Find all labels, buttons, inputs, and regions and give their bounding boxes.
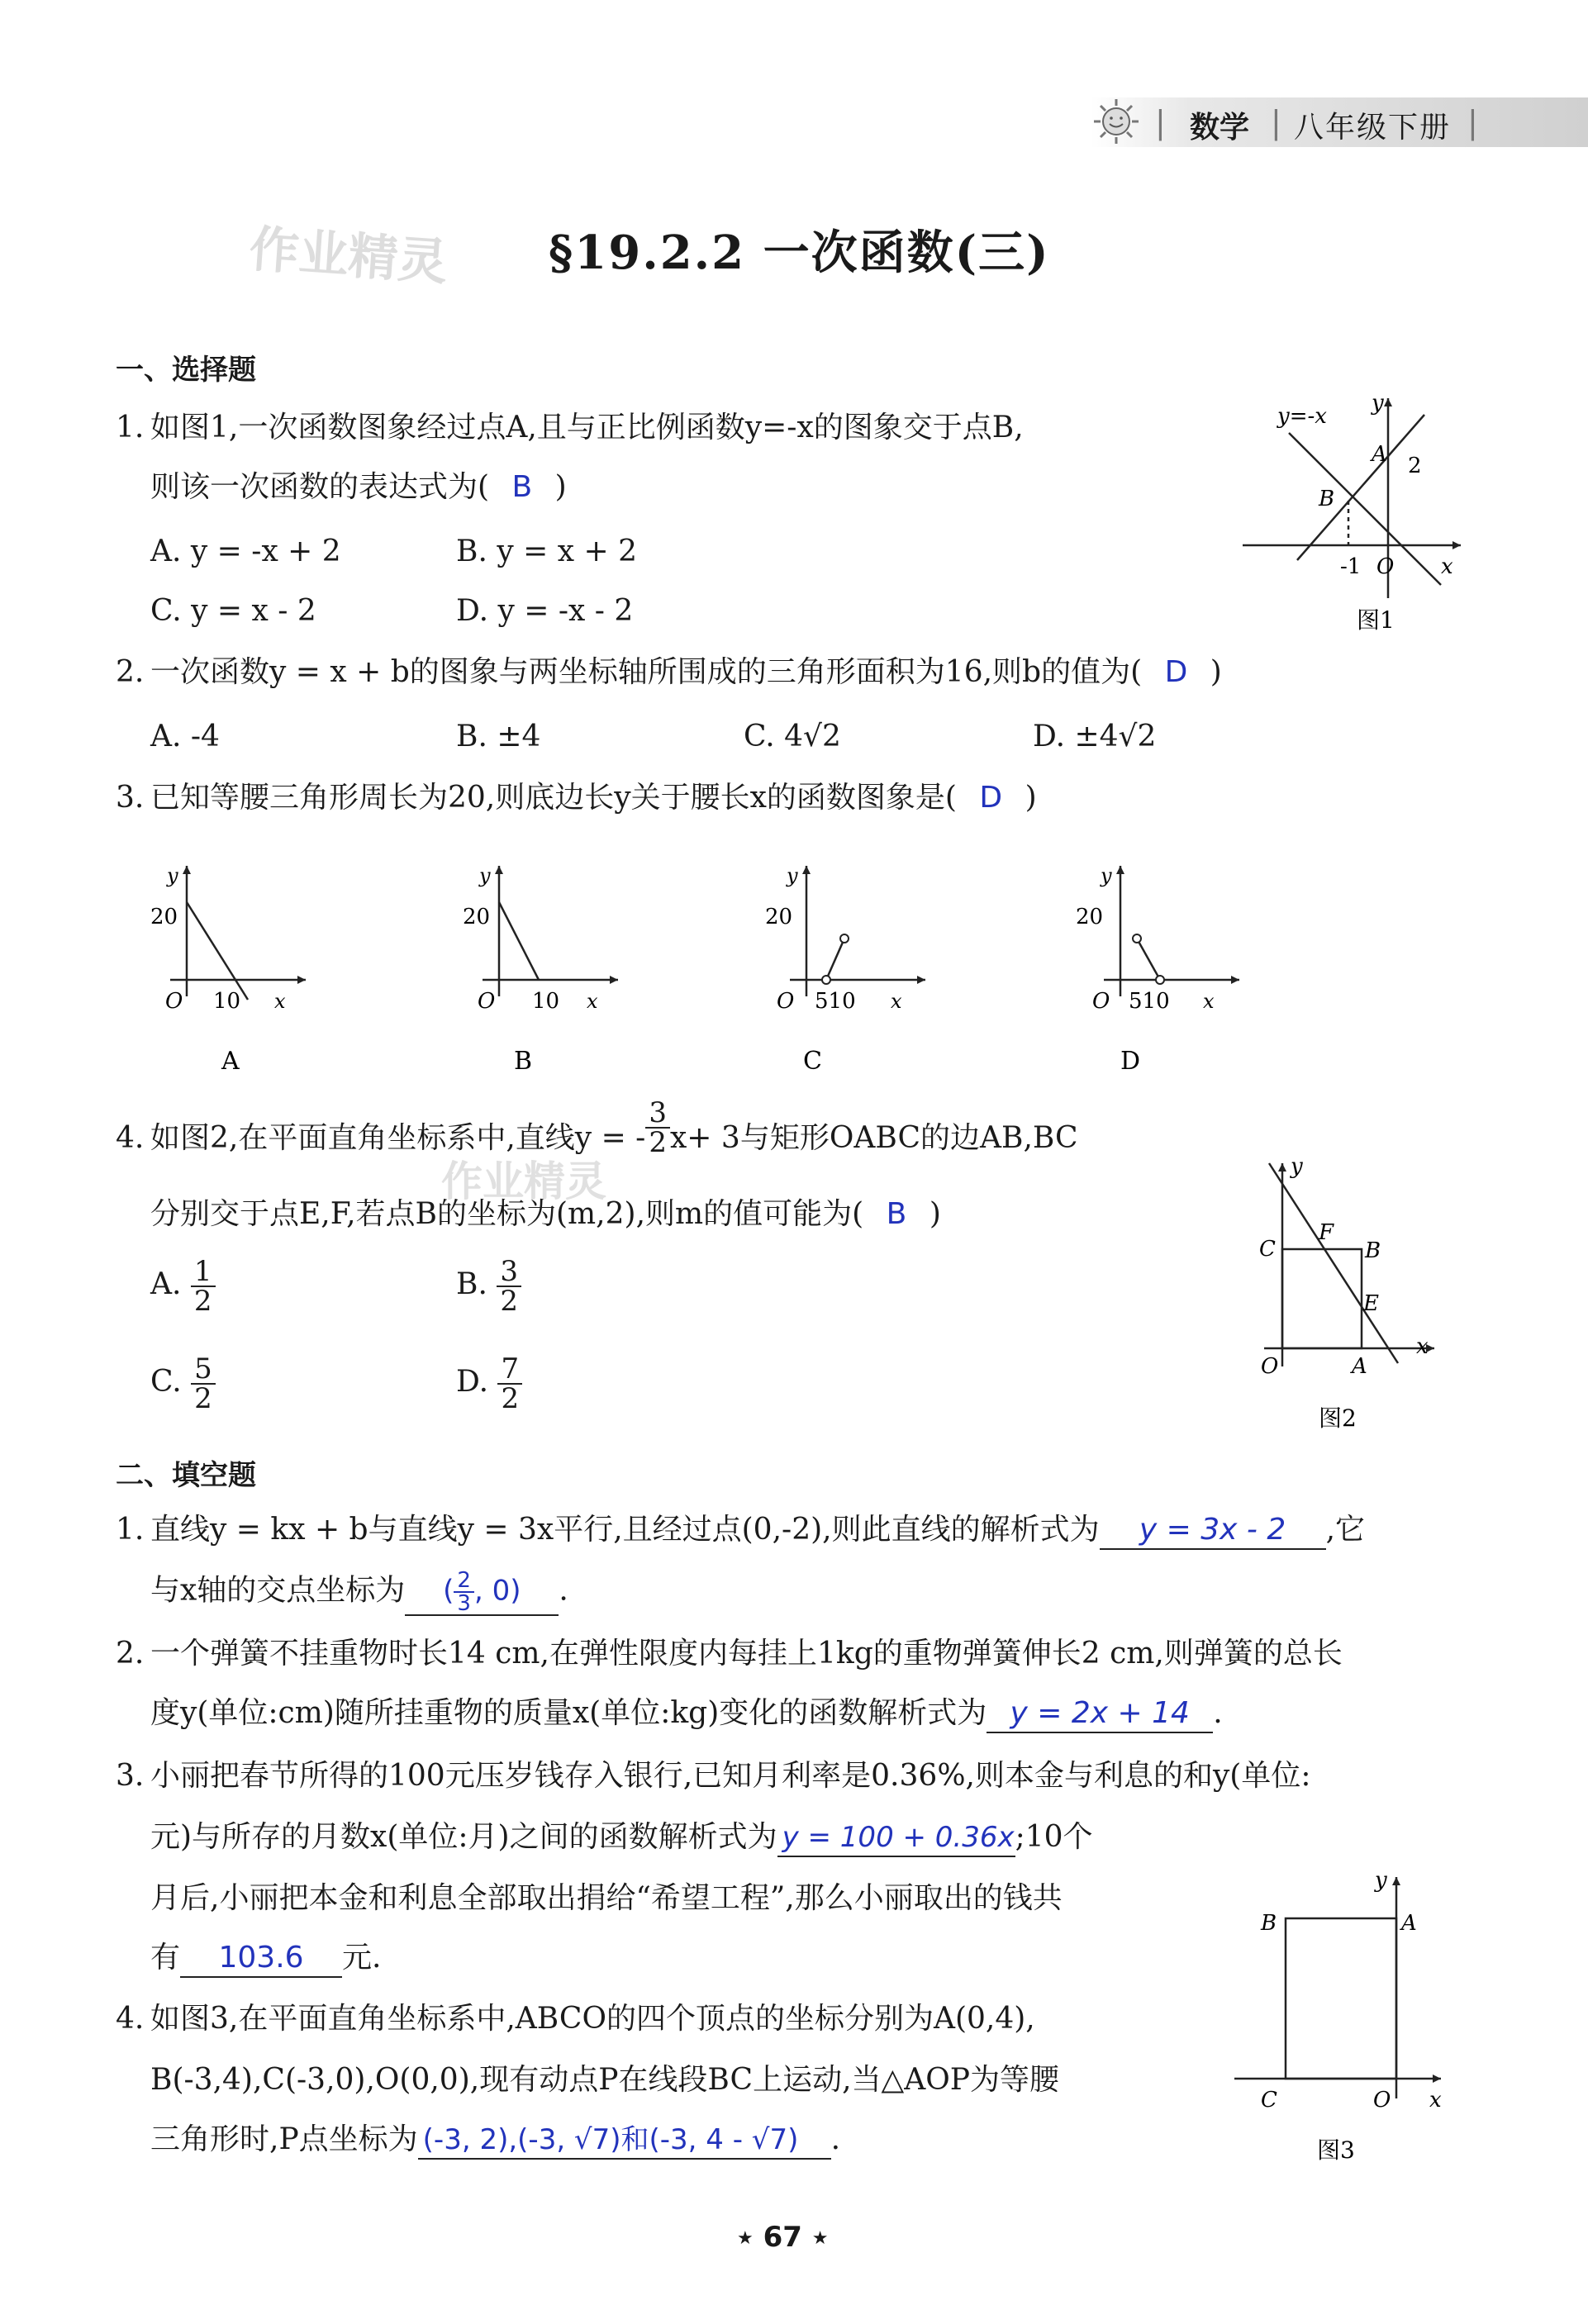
fig1-label-y: y	[1372, 391, 1384, 416]
q1-option-d: D. y = -x - 2	[456, 594, 634, 628]
header-sep-2: |	[1271, 104, 1281, 140]
q4-option-a-den: 2	[193, 1285, 212, 1318]
fig1-label-line: y=-x	[1277, 404, 1327, 429]
fig2-label-b: B	[1365, 1238, 1381, 1263]
q3c-label-o: O	[777, 989, 795, 1014]
f3-line2-pre: 元)与所存的月数x(单位:月)之间的函数解析式为	[150, 1820, 777, 1854]
fig2-line	[1269, 1163, 1398, 1363]
fig1-label-x: x	[1441, 554, 1453, 579]
q3a-label-20: 20	[150, 905, 178, 929]
q4-option-b-den: 2	[500, 1285, 518, 1318]
q3c-label-y: y	[787, 864, 798, 887]
q4-fraction	[645, 1096, 670, 1159]
q4-option-b-frac	[497, 1255, 521, 1318]
f3-line4-pre: 有	[150, 1941, 181, 1975]
q3d-label-20: 20	[1076, 905, 1104, 929]
q3c-label-x: x	[891, 990, 902, 1013]
q4-line2-pre: 分别交于点E,F,若点B的坐标为(m,2),则m的值可能为(	[150, 1197, 864, 1231]
fig3-label-c: C	[1261, 2088, 1277, 2113]
f3-line2-post: ;10个	[1015, 1820, 1093, 1854]
fig1-label-o: O	[1376, 554, 1395, 579]
fig3-label-a: A	[1401, 1911, 1417, 1936]
q3-graph-a	[140, 843, 322, 1082]
q3a-caption: A	[221, 1047, 240, 1076]
header-sep-1: |	[1155, 104, 1166, 140]
q3b-label-20: 20	[463, 905, 491, 929]
q1-number: 1.	[116, 411, 145, 444]
q1-line2-post: )	[554, 470, 567, 504]
f3-number: 3.	[116, 1759, 145, 1793]
q3c-line	[826, 939, 844, 980]
fig3-label-x: x	[1429, 2088, 1442, 2113]
q3a-label-o: O	[165, 989, 183, 1014]
fig3-rectangle	[1286, 1918, 1396, 2079]
q3-graph-d	[1074, 843, 1256, 1082]
f1-ans2-open: (	[443, 1574, 454, 1608]
f4-answer[interactable]: (-3, 2),(-3, √7)和(-3, 4 - √7)	[418, 2122, 831, 2160]
q3d-label-y: y	[1101, 864, 1112, 887]
q4-answer: B	[886, 1197, 907, 1231]
q3-graph-b	[453, 843, 635, 1082]
f2-line2	[150, 1695, 1223, 1733]
star-icon: ★	[811, 2228, 829, 2249]
f3-answer-1[interactable]: y = 100 + 0.36x	[777, 1819, 1015, 1857]
f1-line2	[150, 1570, 568, 1616]
figure-2	[1231, 1147, 1454, 1436]
fig2-label-c: C	[1259, 1237, 1276, 1262]
q4-number: 4.	[116, 1121, 145, 1155]
q1-option-a: A. y = -x + 2	[150, 535, 341, 568]
q4-option-c-num: 5	[191, 1355, 216, 1385]
q2-option-a: A. -4	[150, 720, 220, 753]
f1-ans2-num: 2	[454, 1570, 474, 1593]
q4-line2	[150, 1196, 941, 1233]
f1-ans2-rest: , 0)	[473, 1574, 521, 1608]
f1-number: 1.	[116, 1513, 145, 1547]
q4-line1-pre: 如图2,在平面直角坐标系中,直线y = -	[150, 1121, 646, 1155]
q2-text-pre: 一次函数y = x + b的图象与两坐标轴所围成的三角形面积为16,则b的值为(	[150, 655, 1143, 689]
q3-text-post: )	[1025, 781, 1037, 815]
q3a-label-10: 10	[213, 989, 241, 1014]
q4-option-c-den: 2	[194, 1382, 212, 1415]
q4-option-a	[150, 1255, 216, 1318]
q4-option-d-frac	[497, 1352, 522, 1415]
q3b-caption: B	[514, 1047, 533, 1076]
fig1-label-neg1: -1	[1340, 554, 1362, 579]
header-subject: 数学	[1190, 111, 1250, 145]
q2-number: 2.	[116, 655, 145, 689]
q4-option-b	[456, 1255, 521, 1318]
f2-line2-pre: 度y(单位:cm)随所挂重物的质量x(单位:kg)变化的函数解析式为	[150, 1696, 987, 1730]
q3-number: 3.	[116, 781, 145, 815]
fig1-line-ab	[1297, 415, 1424, 560]
q3d-line	[1137, 939, 1160, 980]
q3d-label-x: x	[1203, 990, 1215, 1013]
f4-line2: B(-3,4),C(-3,0),O(0,0),现有动点P在线段BC上运动,当△AOP为等腰	[150, 2063, 1059, 2097]
q3d-label-o: O	[1092, 989, 1110, 1014]
f2-answer[interactable]: y = 2x + 14	[987, 1695, 1213, 1733]
q3-answer: D	[979, 781, 1003, 815]
q4-option-d-label: D.	[456, 1365, 489, 1399]
f2-line1: 一个弹簧不挂重物时长14 cm,在弹性限度内每挂上1kg的重物弹簧伸长2 cm,则弹簧的总长	[150, 1637, 1343, 1671]
f2-line2-post: .	[1213, 1696, 1223, 1730]
q3a-line	[187, 902, 248, 1000]
q3a-label-x: x	[274, 990, 286, 1013]
header-sep-3: |	[1467, 104, 1478, 140]
q4-line2-post: )	[929, 1197, 941, 1231]
q2-option-b: B. ±4	[456, 720, 541, 753]
f3-line2	[150, 1819, 1093, 1857]
fig2-label-a: A	[1352, 1354, 1367, 1379]
q4-line1-post: x+ 3与矩形OABC的边AB,BC	[670, 1121, 1078, 1155]
header-grade: 八年级下册	[1294, 111, 1452, 145]
fig2-label-y: y	[1291, 1154, 1303, 1179]
q1-option-b: B. y = x + 2	[456, 535, 637, 568]
star-icon: ★	[737, 2228, 754, 2249]
f1-line1-post: ,它	[1325, 1513, 1366, 1547]
q4-line1	[150, 1096, 1078, 1159]
fig2-label-f: F	[1319, 1220, 1334, 1245]
f4-line3	[150, 2122, 840, 2160]
q4-option-a-frac	[191, 1255, 216, 1318]
q3c-open-point-1	[822, 976, 830, 984]
q3a-label-y: y	[167, 864, 178, 887]
f3-answer-2[interactable]: 103.6	[180, 1940, 342, 1978]
f4-line1: 如图3,在平面直角坐标系中,ABCO的四个顶点的坐标分别为A(0,4),	[150, 2002, 1035, 2036]
f2-number: 2.	[116, 1637, 145, 1671]
f4-line3-pre: 三角形时,P点坐标为	[150, 2122, 418, 2156]
fig1-caption: 图1	[1357, 606, 1395, 634]
q3b-label-x: x	[587, 990, 598, 1013]
q2-option-d: D. ±4√2	[1033, 720, 1157, 753]
f1-answer-1[interactable]: y = 3x - 2	[1100, 1512, 1326, 1550]
q2-text-post: )	[1210, 655, 1222, 689]
page-number-block	[737, 2221, 828, 2254]
fig2-rectangle	[1282, 1249, 1362, 1348]
q3-graph-c	[760, 843, 942, 1082]
f1-line1	[150, 1512, 1365, 1550]
section-choice: 一、选择题	[116, 354, 256, 387]
q3c-open-point-2	[840, 934, 849, 943]
fig2-label-o: O	[1261, 1354, 1279, 1379]
q3c-label-20: 20	[765, 905, 793, 929]
q1-line1: 如图1,一次函数图象经过点A,且与正比例函数y=-x的图象交于点B,	[150, 411, 1024, 444]
f3-line3: 月后,小丽把本金和利息全部取出捐给“希望工程”,那么小丽取出的钱共	[150, 1881, 1063, 1915]
q1-line2	[150, 469, 567, 506]
figure-1	[1231, 382, 1471, 639]
q1-answer: B	[511, 470, 533, 504]
f1-line2-pre: 与x轴的交点坐标为	[150, 1573, 406, 1608]
fig2-label-e: E	[1363, 1291, 1379, 1316]
page-number: 67	[763, 2221, 802, 2254]
f1-ans2-frac	[454, 1570, 474, 1614]
q4-option-c-label: C.	[150, 1365, 182, 1399]
q4-option-a-num: 1	[191, 1257, 216, 1287]
q1-line2-pre: 则该一次函数的表达式为(	[150, 470, 490, 504]
q3b-label-y: y	[479, 864, 491, 887]
fig3-label-b: B	[1261, 1911, 1277, 1936]
watermark-top: 作业精灵	[247, 220, 449, 292]
q3d-label-510: 510	[1129, 989, 1170, 1014]
q4-option-d	[456, 1352, 522, 1415]
fig1-label-b: B	[1319, 487, 1335, 511]
page-title: §19.2.2 一次函数(三)	[549, 226, 1050, 280]
q3-text-pre: 已知等腰三角形周长为20,则底边长y关于腰长x的函数图象是(	[150, 781, 957, 815]
q2-option-c: C. 4√2	[744, 720, 841, 753]
q4-option-d-den: 2	[501, 1382, 520, 1415]
q3d-open-point-2	[1156, 976, 1164, 984]
watermark-mid: 作业精灵	[441, 1157, 606, 1205]
f3-line4	[150, 1940, 381, 1978]
q4-frac-den: 2	[649, 1126, 667, 1159]
q3b-label-o: O	[478, 989, 496, 1014]
fig3-label-y: y	[1375, 1868, 1387, 1893]
fig3-label-o: O	[1373, 2088, 1391, 2113]
f3-line4-post: 元.	[342, 1941, 382, 1975]
fig2-label-x: x	[1416, 1334, 1429, 1359]
f1-answer-2[interactable]	[405, 1570, 559, 1616]
figure-3	[1231, 1867, 1462, 2173]
q4-option-a-label: A.	[150, 1267, 182, 1301]
q4-frac-num: 3	[645, 1099, 670, 1129]
f4-number: 4.	[116, 2002, 145, 2036]
f1-line2-post: .	[559, 1573, 568, 1608]
smiling-sun-icon	[1092, 97, 1140, 145]
q3b-label-10: 10	[532, 989, 560, 1014]
fig1-label-a: A	[1372, 442, 1387, 467]
q3-text	[150, 780, 1037, 816]
q2-answer: D	[1164, 655, 1188, 689]
q3c-label-510: 510	[815, 989, 856, 1014]
q4-option-b-label: B.	[456, 1267, 487, 1301]
q4-option-b-num: 3	[497, 1257, 521, 1287]
section-fill: 二、填空题	[116, 1459, 256, 1492]
q2-text	[150, 654, 1222, 691]
q3d-caption: D	[1120, 1047, 1141, 1076]
q1-option-c: C. y = x - 2	[150, 594, 316, 628]
q3c-caption: C	[803, 1047, 822, 1076]
f1-line1-pre: 直线y = kx + b与直线y = 3x平行,且经过点(0,-2),则此直线的解析式为	[150, 1513, 1100, 1547]
f1-ans2-den: 3	[457, 1591, 471, 1616]
fig3-caption: 图3	[1317, 2136, 1355, 2164]
f4-line3-post: .	[830, 2122, 841, 2156]
q4-option-c-frac	[191, 1352, 216, 1415]
q4-option-d-num: 7	[497, 1355, 522, 1385]
fig1-label-2: 2	[1408, 454, 1422, 478]
fig2-caption: 图2	[1319, 1404, 1357, 1432]
q3b-line	[499, 902, 539, 980]
q3d-open-point-1	[1133, 934, 1141, 943]
f3-line1: 小丽把春节所得的100元压岁钱存入银行,已知月利率是0.36%,则本金与利息的和y(单位:	[150, 1759, 1311, 1793]
q4-option-c	[150, 1352, 216, 1415]
